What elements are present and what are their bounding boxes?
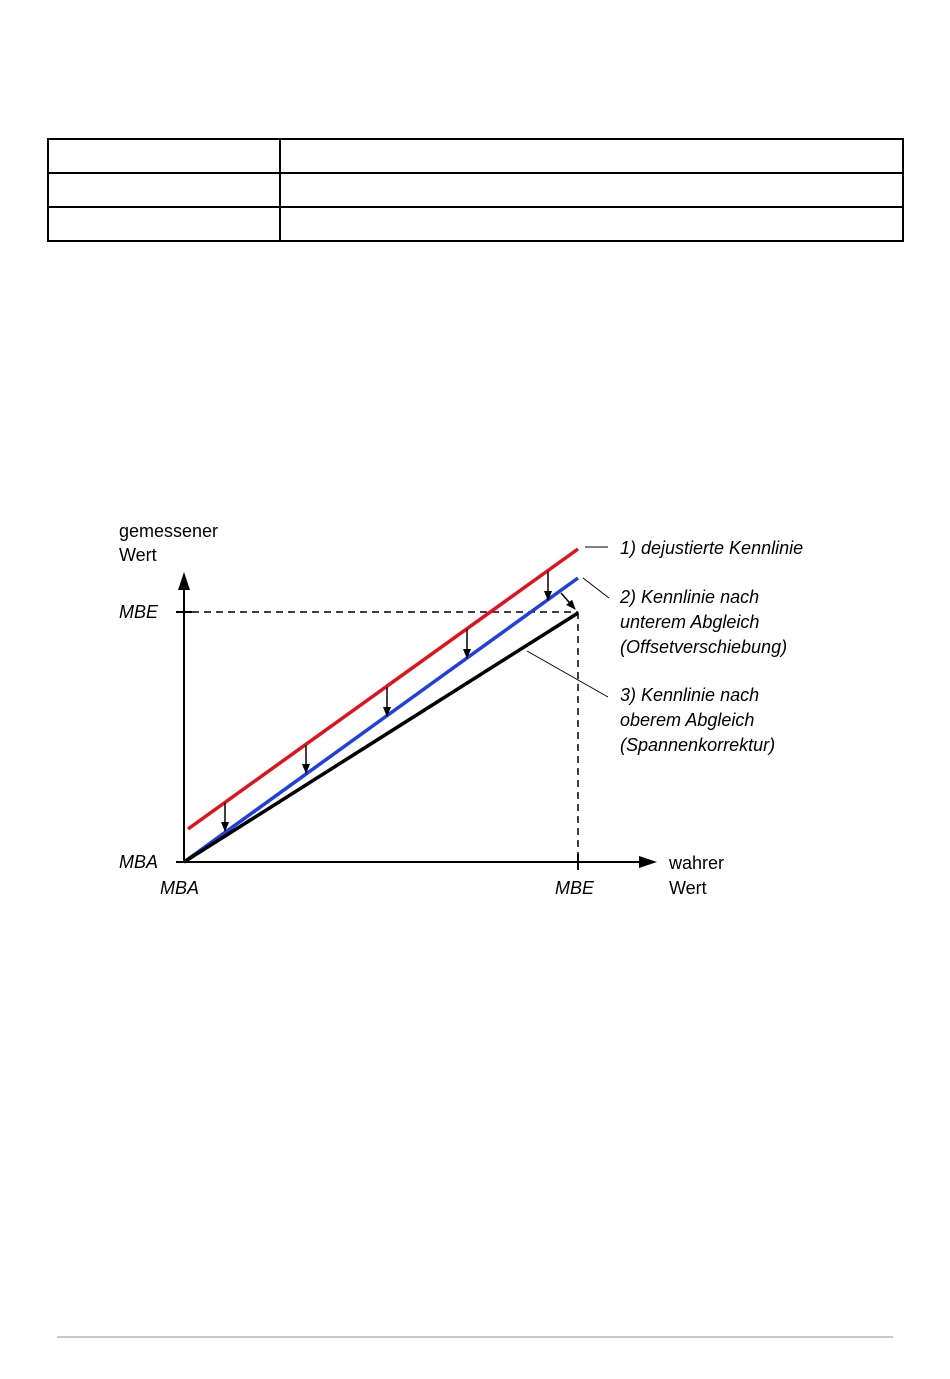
callout-1-text: 1) dejustierte Kennlinie	[620, 538, 804, 558]
callout-3-text: oberem Abgleich	[620, 710, 755, 730]
y-axis-arrow-icon	[178, 572, 190, 590]
y-tick-label-mbe: MBE	[119, 602, 159, 622]
x-tick-label-mba: MBA	[160, 878, 200, 898]
callout-2-text: unterem Abgleich	[620, 612, 760, 632]
x-tick-label-mbe: MBE	[555, 878, 595, 898]
line-unterer-abgleich	[184, 578, 578, 862]
callout-3-text: (Spannenkorrektur)	[620, 735, 776, 755]
x-axis-label: wahrer	[669, 853, 725, 873]
span-correction-arrow	[561, 593, 575, 609]
line-dejustiert	[188, 549, 578, 829]
callout-2-text: (Offsetverschiebung)	[620, 637, 788, 657]
callout-leader-3	[527, 651, 608, 697]
x-axis-label: Wert	[669, 878, 707, 898]
callout-2-text: 2) Kennlinie nach	[620, 587, 760, 607]
y-axis-label: gemessener	[119, 521, 219, 541]
line-oberer-abgleich	[184, 613, 578, 862]
callout-3-text: 3) Kennlinie nach	[620, 685, 760, 705]
y-axis-label: Wert	[119, 545, 157, 565]
y-tick-label-mba: MBA	[119, 852, 159, 872]
callout-leader-2	[583, 578, 609, 598]
footer-divider	[57, 1336, 893, 1338]
x-axis-arrow-icon	[639, 856, 657, 868]
